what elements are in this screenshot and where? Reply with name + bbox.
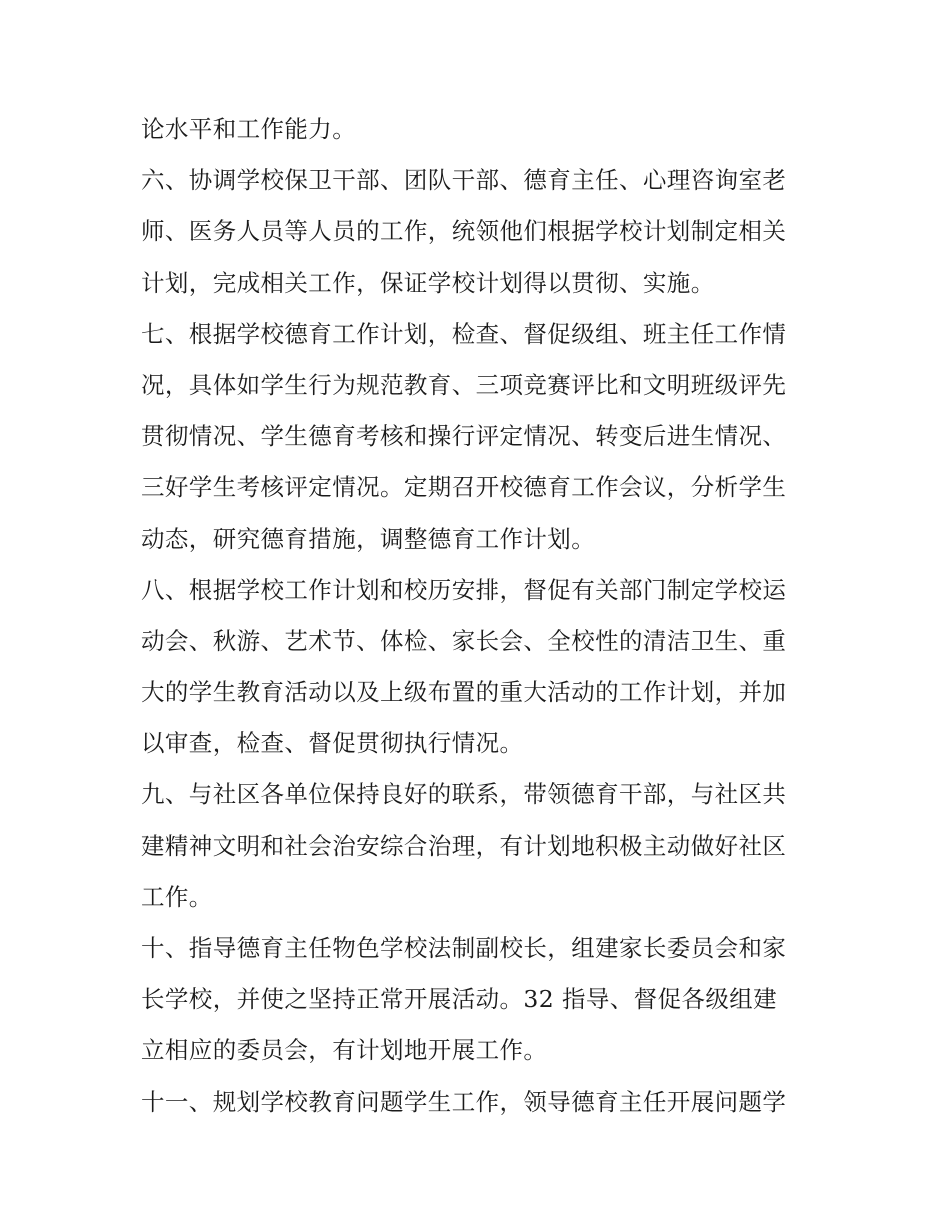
text-line: 以审查，检查、督促贯彻执行情况。 — [141, 729, 524, 758]
text-line: 七、根据学校德育工作计划，检查、督促级组、班主任工作情 — [141, 319, 787, 348]
text-line: 建精神文明和社会治安综合治理，有计划地积极主动做好社区 — [141, 831, 787, 860]
text-line: 况，具体如学生行为规范教育、三项竞赛评比和文明班级评先 — [141, 370, 787, 399]
text-line: 工作。 — [141, 882, 213, 911]
text-line: 十、指导德育主任物色学校法制副校长，组建家长委员会和家 — [141, 934, 787, 962]
text-line: 计划，完成相关工作，保证学校计划得以贯彻、实施。 — [141, 268, 715, 297]
text-line: 立相应的委员会，有计划地开展工作。 — [141, 1036, 548, 1065]
text-line: 十一、规划学校教育问题学生工作，领导德育主任开展问题学 — [141, 1087, 787, 1116]
text-line: 动会、秋游、艺术节、体检、家长会、全校性的清洁卫生、重 — [141, 626, 787, 655]
text-line: 贯彻情况、学生德育考核和操行评定情况、转变后进生情况、 — [141, 422, 787, 451]
text-line: 长学校，并使之坚持正常开展活动。32 指导、督促各级组建 — [141, 985, 778, 1014]
text-line: 动态，研究德育措施，调整德育工作计划。 — [141, 524, 596, 553]
document-body — [141, 109, 821, 1133]
text-line: 师、医务人员等人员的工作，统领他们根据学校计划制定相关 — [141, 217, 787, 246]
text-line: 大的学生教育活动以及上级布置的重大活动的工作计划，并加 — [141, 678, 787, 707]
text-line: 六、协调学校保卫干部、团队干部、德育主任、心理咨询室老 — [141, 166, 787, 195]
text-line: 论水平和工作能力。 — [141, 115, 357, 143]
text-line: 八、根据学校工作计划和校历安排，督促有关部门制定学校运 — [141, 575, 787, 604]
text-line: 九、与社区各单位保持良好的联系，带领德育干部，与社区共 — [141, 780, 787, 809]
text-line: 三好学生考核评定情况。定期召开校德育工作会议，分析学生 — [141, 473, 787, 502]
